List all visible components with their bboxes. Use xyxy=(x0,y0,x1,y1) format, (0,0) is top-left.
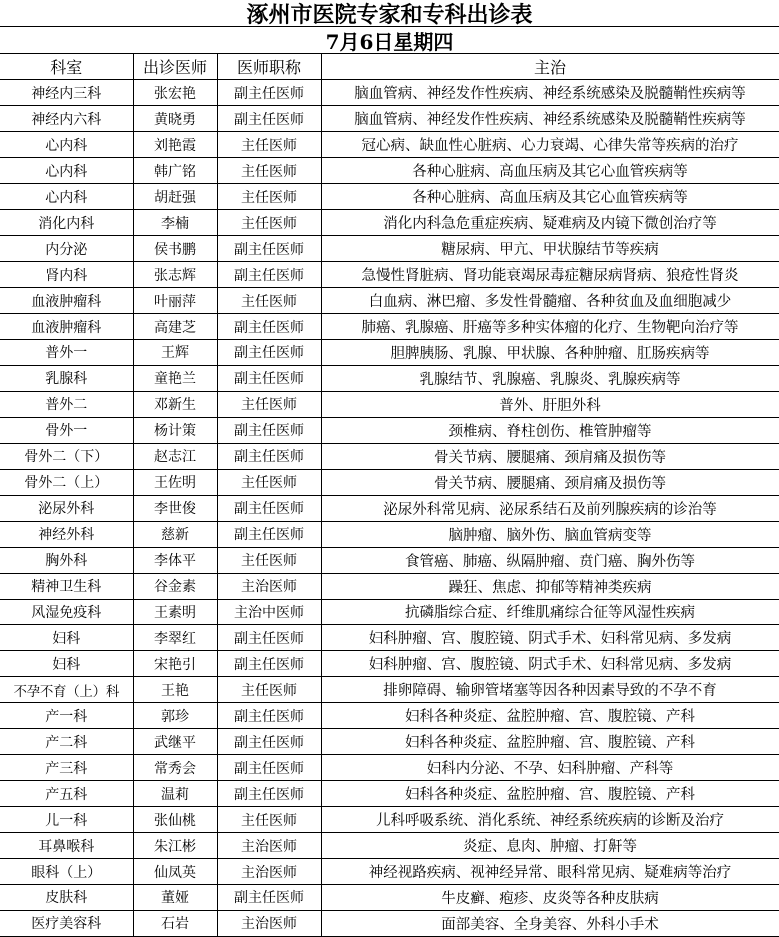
specialty-cell: 乳腺结节、乳腺癌、乳腺炎、乳腺疾病等 xyxy=(321,365,779,391)
specialty-cell: 各种心脏病、高血压病及其它心血管疾病等 xyxy=(321,184,779,210)
header-row xyxy=(0,54,779,80)
doctor-cell: 赵志江 xyxy=(133,443,217,469)
rank-cell: 副主任医师 xyxy=(217,443,321,469)
rank-cell: 主任医师 xyxy=(217,158,321,184)
dept-cell: 血液肿瘤科 xyxy=(0,314,133,340)
table-row xyxy=(0,625,779,651)
specialty-cell: 炎症、息肉、肿瘤、打鼾等 xyxy=(321,833,779,859)
rank-cell: 主任医师 xyxy=(217,547,321,573)
doctor-cell: 武继平 xyxy=(133,729,217,755)
specialty-cell: 儿科呼吸系统、消化系统、神经系统疾病的诊断及治疗 xyxy=(321,807,779,833)
dept-cell: 消化内科 xyxy=(0,210,133,236)
doctor-cell: 张志辉 xyxy=(133,262,217,288)
doctor-cell: 宋艳引 xyxy=(133,651,217,677)
specialty-cell: 骨关节病、腰腿痛、颈肩痛及损伤等 xyxy=(321,469,779,495)
specialty-cell: 妇科各种炎症、盆腔肿瘤、宫、腹腔镜、产科 xyxy=(321,703,779,729)
specialty-cell: 各种心脏病、高血压病及其它心血管疾病等 xyxy=(321,158,779,184)
doctor-cell: 叶丽萍 xyxy=(133,288,217,314)
doctor-cell: 王佐明 xyxy=(133,469,217,495)
doctor-cell: 郭珍 xyxy=(133,703,217,729)
dept-cell: 精神卫生科 xyxy=(0,573,133,599)
table-row xyxy=(0,365,779,391)
rank-cell: 副主任医师 xyxy=(217,729,321,755)
specialty-cell: 妇科各种炎症、盆腔肿瘤、宫、腹腔镜、产科 xyxy=(321,729,779,755)
doctor-cell: 温莉 xyxy=(133,781,217,807)
table-row xyxy=(0,729,779,755)
table-row xyxy=(0,755,779,781)
specialty-cell: 神经视路疾病、视神经异常、眼科常见病、疑难病等治疗 xyxy=(321,859,779,885)
doctor-cell: 邓新生 xyxy=(133,391,217,417)
table-row xyxy=(0,677,779,703)
date-subtitle: 7月6日星期四 xyxy=(0,27,779,54)
table-row xyxy=(0,236,779,262)
header-dept: 科室 xyxy=(0,54,133,80)
rank-cell: 主任医师 xyxy=(217,184,321,210)
rank-cell: 副主任医师 xyxy=(217,651,321,677)
dept-cell: 妇科 xyxy=(0,651,133,677)
specialty-cell: 急慢性肾脏病、肾功能衰竭尿毒症糖尿病肾病、狼疮性肾炎 xyxy=(321,262,779,288)
specialty-cell: 颈椎病、脊柱创伤、椎管肿瘤等 xyxy=(321,417,779,443)
dept-cell: 产五科 xyxy=(0,781,133,807)
doctor-cell: 慈新 xyxy=(133,521,217,547)
table-row xyxy=(0,703,779,729)
table-row xyxy=(0,80,779,106)
table-row xyxy=(0,210,779,236)
rank-cell: 副主任医师 xyxy=(217,781,321,807)
doctor-cell: 李世俊 xyxy=(133,495,217,521)
specialty-cell: 抗磷脂综合症、纤维肌痛综合征等风湿性疾病 xyxy=(321,599,779,625)
specialty-cell: 妇科肿瘤、宫、腹腔镜、阴式手术、妇科常见病、多发病 xyxy=(321,651,779,677)
specialty-cell: 泌尿外科常见病、泌尿系结石及前列腺疾病的诊治等 xyxy=(321,495,779,521)
specialty-cell: 牛皮癣、疱疹、皮炎等各种皮肤病 xyxy=(321,885,779,911)
rank-cell: 主任医师 xyxy=(217,288,321,314)
header-doctor: 出诊医师 xyxy=(133,54,217,80)
doctor-cell: 王辉 xyxy=(133,339,217,365)
rank-cell: 主治医师 xyxy=(217,859,321,885)
doctor-cell: 仙凤英 xyxy=(133,859,217,885)
specialty-cell: 骨关节病、腰腿痛、颈肩痛及损伤等 xyxy=(321,443,779,469)
schedule-rows xyxy=(0,80,779,936)
table-row xyxy=(0,781,779,807)
rank-cell: 副主任医师 xyxy=(217,417,321,443)
dept-cell: 产二科 xyxy=(0,729,133,755)
doctor-cell: 杨计策 xyxy=(133,417,217,443)
dept-cell: 骨外二（下） xyxy=(0,443,133,469)
dept-cell: 产一科 xyxy=(0,703,133,729)
rank-cell: 主治医师 xyxy=(217,573,321,599)
table-row xyxy=(0,547,779,573)
table-row xyxy=(0,885,779,911)
rank-cell: 副主任医师 xyxy=(217,521,321,547)
dept-cell: 普外二 xyxy=(0,391,133,417)
specialty-cell: 躁狂、焦虑、抑郁等精神类疾病 xyxy=(321,573,779,599)
header-specialty: 主治 xyxy=(321,54,779,80)
table-row xyxy=(0,910,779,936)
dept-cell: 风湿免疫科 xyxy=(0,599,133,625)
doctor-cell: 张仙桃 xyxy=(133,807,217,833)
dept-cell: 眼科（上） xyxy=(0,859,133,885)
rank-cell: 副主任医师 xyxy=(217,236,321,262)
dept-cell: 不孕不育（上）科 xyxy=(0,677,133,703)
specialty-cell: 妇科各种炎症、盆腔肿瘤、宫、腹腔镜、产科 xyxy=(321,781,779,807)
rank-cell: 主治医师 xyxy=(217,910,321,936)
specialty-cell: 普外、肝胆外科 xyxy=(321,391,779,417)
table-row xyxy=(0,339,779,365)
table-row xyxy=(0,599,779,625)
table-row xyxy=(0,443,779,469)
table-row xyxy=(0,469,779,495)
specialty-cell: 妇科肿瘤、宫、腹腔镜、阴式手术、妇科常见病、多发病 xyxy=(321,625,779,651)
specialty-cell: 排卵障碍、输卵管堵塞等因各种因素导致的不孕不育 xyxy=(321,677,779,703)
page-title: 涿州市医院专家和专科出诊表 xyxy=(0,0,779,27)
dept-cell: 神经内三科 xyxy=(0,80,133,106)
table-row xyxy=(0,651,779,677)
rank-cell: 主任医师 xyxy=(217,210,321,236)
specialty-cell: 胆脾胰肠、乳腺、甲状腺、各种肿瘤、肛肠疾病等 xyxy=(321,339,779,365)
dept-cell: 神经内六科 xyxy=(0,106,133,132)
dept-cell: 产三科 xyxy=(0,755,133,781)
rank-cell: 副主任医师 xyxy=(217,885,321,911)
specialty-cell: 脑血管病、神经发作性疾病、神经系统感染及脱髓鞘性疾病等 xyxy=(321,80,779,106)
table-row xyxy=(0,262,779,288)
table-row xyxy=(0,106,779,132)
dept-cell: 耳鼻喉科 xyxy=(0,833,133,859)
specialty-cell: 妇科内分泌、不孕、妇科肿瘤、产科等 xyxy=(321,755,779,781)
doctor-cell: 高建芝 xyxy=(133,314,217,340)
rank-cell: 副主任医师 xyxy=(217,755,321,781)
dept-cell: 心内科 xyxy=(0,132,133,158)
rank-cell: 副主任医师 xyxy=(217,625,321,651)
rank-cell: 主任医师 xyxy=(217,132,321,158)
doctor-cell: 董娅 xyxy=(133,885,217,911)
dept-cell: 神经外科 xyxy=(0,521,133,547)
rank-cell: 主任医师 xyxy=(217,469,321,495)
specialty-cell: 糖尿病、甲亢、甲状腺结节等疾病 xyxy=(321,236,779,262)
dept-cell: 胸外科 xyxy=(0,547,133,573)
table-row xyxy=(0,807,779,833)
rank-cell: 主治中医师 xyxy=(217,599,321,625)
doctor-cell: 王素明 xyxy=(133,599,217,625)
table-row xyxy=(0,288,779,314)
schedule-table xyxy=(0,54,779,937)
dept-cell: 医疗美容科 xyxy=(0,910,133,936)
dept-cell: 泌尿外科 xyxy=(0,495,133,521)
specialty-cell: 脑肿瘤、脑外伤、脑血管病变等 xyxy=(321,521,779,547)
doctor-cell: 胡赶强 xyxy=(133,184,217,210)
rank-cell: 主任医师 xyxy=(217,391,321,417)
specialty-cell: 白血病、淋巴瘤、多发性骨髓瘤、各种贫血及血细胞减少 xyxy=(321,288,779,314)
doctor-cell: 张宏艳 xyxy=(133,80,217,106)
doctor-cell: 王艳 xyxy=(133,677,217,703)
table-row xyxy=(0,132,779,158)
dept-cell: 妇科 xyxy=(0,625,133,651)
doctor-cell: 常秀会 xyxy=(133,755,217,781)
rank-cell: 副主任医师 xyxy=(217,365,321,391)
dept-cell: 骨外二（上） xyxy=(0,469,133,495)
doctor-cell: 侯书鹏 xyxy=(133,236,217,262)
dept-cell: 心内科 xyxy=(0,184,133,210)
doctor-cell: 韩广铭 xyxy=(133,158,217,184)
rank-cell: 副主任医师 xyxy=(217,80,321,106)
dept-cell: 骨外一 xyxy=(0,417,133,443)
table-row xyxy=(0,833,779,859)
specialty-cell: 食管癌、肺癌、纵隔肿瘤、贲门癌、胸外伤等 xyxy=(321,547,779,573)
dept-cell: 普外一 xyxy=(0,339,133,365)
dept-cell: 肾内科 xyxy=(0,262,133,288)
rank-cell: 主任医师 xyxy=(217,807,321,833)
dept-cell: 心内科 xyxy=(0,158,133,184)
rank-cell: 副主任医师 xyxy=(217,703,321,729)
table-row xyxy=(0,521,779,547)
rank-cell: 副主任医师 xyxy=(217,106,321,132)
doctor-cell: 石岩 xyxy=(133,910,217,936)
doctor-cell: 朱江彬 xyxy=(133,833,217,859)
table-row xyxy=(0,158,779,184)
doctor-cell: 童艳兰 xyxy=(133,365,217,391)
dept-cell: 血液肿瘤科 xyxy=(0,288,133,314)
rank-cell: 副主任医师 xyxy=(217,262,321,288)
specialty-cell: 消化内科急危重症疾病、疑难病及内镜下微创治疗等 xyxy=(321,210,779,236)
specialty-cell: 肺癌、乳腺癌、肝癌等多种实体瘤的化疗、生物靶向治疗等 xyxy=(321,314,779,340)
specialty-cell: 脑血管病、神经发作性疾病、神经系统感染及脱髓鞘性疾病等 xyxy=(321,106,779,132)
doctor-cell: 李翠红 xyxy=(133,625,217,651)
table-row xyxy=(0,417,779,443)
rank-cell: 副主任医师 xyxy=(217,339,321,365)
doctor-cell: 刘艳霞 xyxy=(133,132,217,158)
rank-cell: 副主任医师 xyxy=(217,314,321,340)
specialty-cell: 面部美容、全身美容、外科小手术 xyxy=(321,910,779,936)
specialty-cell: 冠心病、缺血性心脏病、心力衰竭、心律失常等疾病的治疗 xyxy=(321,132,779,158)
header-rank: 医师职称 xyxy=(217,54,321,80)
dept-cell: 皮肤科 xyxy=(0,885,133,911)
dept-cell: 内分泌 xyxy=(0,236,133,262)
table-row xyxy=(0,495,779,521)
table-row xyxy=(0,859,779,885)
doctor-cell: 李体平 xyxy=(133,547,217,573)
dept-cell: 儿一科 xyxy=(0,807,133,833)
table-row xyxy=(0,184,779,210)
doctor-cell: 李楠 xyxy=(133,210,217,236)
rank-cell: 副主任医师 xyxy=(217,495,321,521)
rank-cell: 主任医师 xyxy=(217,677,321,703)
table-row xyxy=(0,391,779,417)
doctor-cell: 黄晓勇 xyxy=(133,106,217,132)
table-row xyxy=(0,314,779,340)
rank-cell: 主治医师 xyxy=(217,833,321,859)
dept-cell: 乳腺科 xyxy=(0,365,133,391)
table-row xyxy=(0,573,779,599)
doctor-cell: 谷金素 xyxy=(133,573,217,599)
